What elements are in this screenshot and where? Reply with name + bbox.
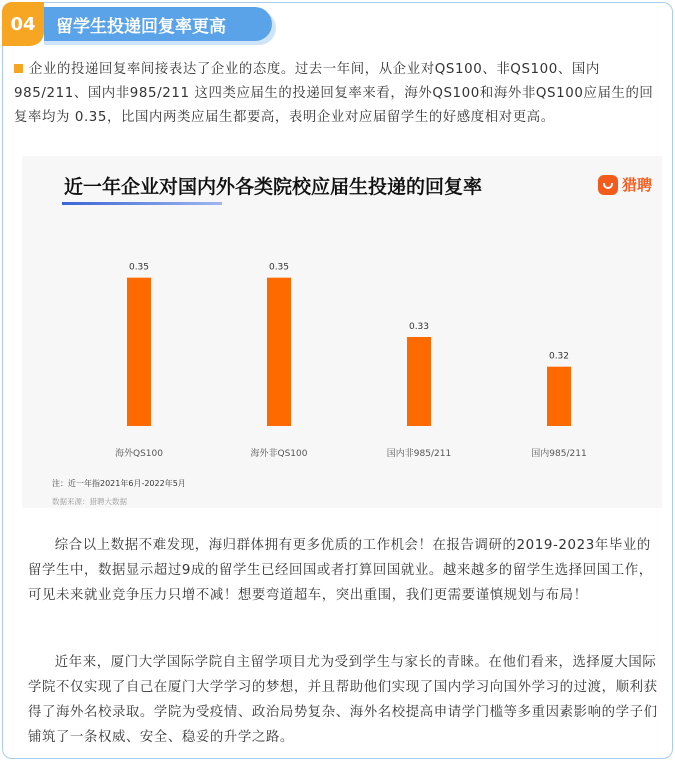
bar-3 [547, 367, 571, 426]
chart-plot-area [22, 156, 662, 508]
summary-paragraph: 综合以上数据不难发现，海归群体拥有更多优质的工作机会！在报告调研的2019-2023年毕业的留学生中，数据显示超过9成的留学生已经回国或者打算回国就业。越来越多的留学生选择回国工作，可见未来就业竞争压力只增不减！想要弯道超车，突出重围，我们更需要谨慎规划与布局！ [28, 538, 653, 603]
category-label-0: 海外QS100 [115, 449, 163, 459]
bar-2 [407, 337, 431, 426]
chart-title: 近一年企业对国内外各类院校应届生投递的回复率 [64, 176, 483, 198]
chart-note: 注：近一年指2021年6月-2022年5月 [52, 479, 186, 488]
liepin-logo-text: 猎聘 [622, 176, 653, 194]
bar-value-label-2: 0.33 [408, 322, 430, 332]
category-label-3: 国内985/211 [531, 449, 587, 459]
category-label-2: 国内非985/211 [386, 449, 452, 459]
bar-value-label-0: 0.35 [128, 262, 150, 273]
section-title-bar [44, 7, 272, 41]
xmu-paragraph: 近年来，厦门大学国际学院自主留学项目尤为受到学生与家长的青睐。在他们看来，选择厦大国际学院不仅实现了自己在厦门大学学习的梦想，并且帮助他们实现了国内学习向国外学习的过渡，顺利获得了海外名校录取。学院为受疫情、政治局势复杂、海外名校提高申请学门槛等多重因素影响的学子们铺筑了一条权威、安全、稳妥的升学之路。 [28, 655, 658, 745]
square-bullet-icon [14, 64, 23, 73]
section-number-badge [2, 2, 44, 46]
category-label-1: 海外非QS100 [250, 449, 308, 459]
section-number: 04 [10, 13, 36, 35]
bar-0 [127, 278, 151, 426]
chart-source: 数据来源：猎聘大数据 [52, 497, 127, 506]
bar-1 [267, 278, 291, 426]
section-title: 留学生投递回复率更高 [56, 16, 226, 37]
bar-chart [22, 156, 662, 508]
intro-paragraph [14, 58, 664, 130]
bar-value-label-3: 0.32 [548, 351, 570, 362]
bar-value-label-1: 0.35 [268, 262, 290, 273]
intro-paragraph-text: 企业的投递回复率间接表达了企业的态度。过去一年间，从企业对QS100、非QS100、国内985/211、国内非985/211 这四类应届生的投递回复率来看，海外QS100和海外非QS100应届生的回复率均为 0.35，比国内两类应届生都要高，表明企业对应届留学生的好感度相对更高。 [14, 62, 654, 125]
